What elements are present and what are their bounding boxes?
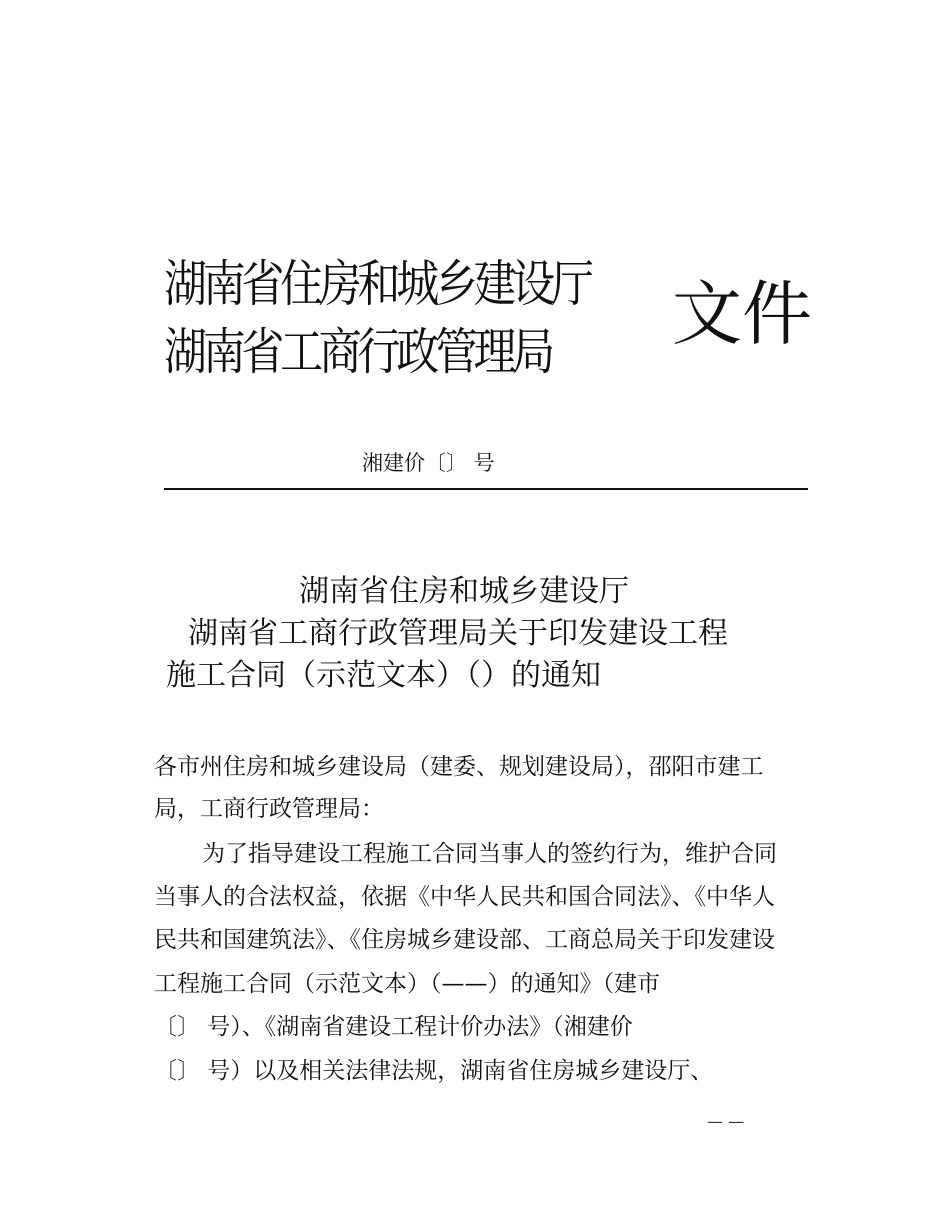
page-number-marker: — — [707, 1112, 745, 1131]
document-word: 文件 [672, 273, 812, 355]
body-line: 〔〕 号）、《湖南省建设工程计价办法》（湘建价 [154, 1014, 633, 1040]
body-line-recipients-1: 各市州住房和城乡建设局（建委、规划建设局），邵阳市建工 [154, 754, 764, 780]
body-line: 民共和国建筑法》、《住房城乡建设部、工商总局关于印发建设 [154, 927, 775, 953]
notice-title-line-3: 施工合同（示范文本）（）的通知 [166, 658, 601, 693]
body-line-recipients-2: 局，工商行政管理局： [154, 796, 384, 822]
body-line: 工程施工合同（示范文本）（——）的通知》（建市 [154, 971, 660, 997]
issuing-agency-housing: 湖南省住房和城乡建设厅 [164, 255, 590, 313]
notice-title-line-1: 湖南省住房和城乡建设厅 [299, 574, 629, 609]
issuing-agency-commerce: 湖南省工商行政管理局 [164, 323, 551, 381]
body-line: 当事人的合法权益，依据《中华人民共和国合同法》、《中华人 [154, 884, 775, 910]
body-line-paragraph-start: 为了指导建设工程施工合同当事人的签约行为，维护合同 [202, 841, 777, 867]
document-number: 湘建价〔〕 号 [362, 451, 495, 475]
notice-title-line-2: 湖南省工商行政管理局关于印发建设工程 [188, 616, 728, 651]
body-line: 〔〕 号）以及相关法律法规，湖南省住房城乡建设厅、 [154, 1058, 714, 1084]
header-divider [164, 488, 808, 490]
